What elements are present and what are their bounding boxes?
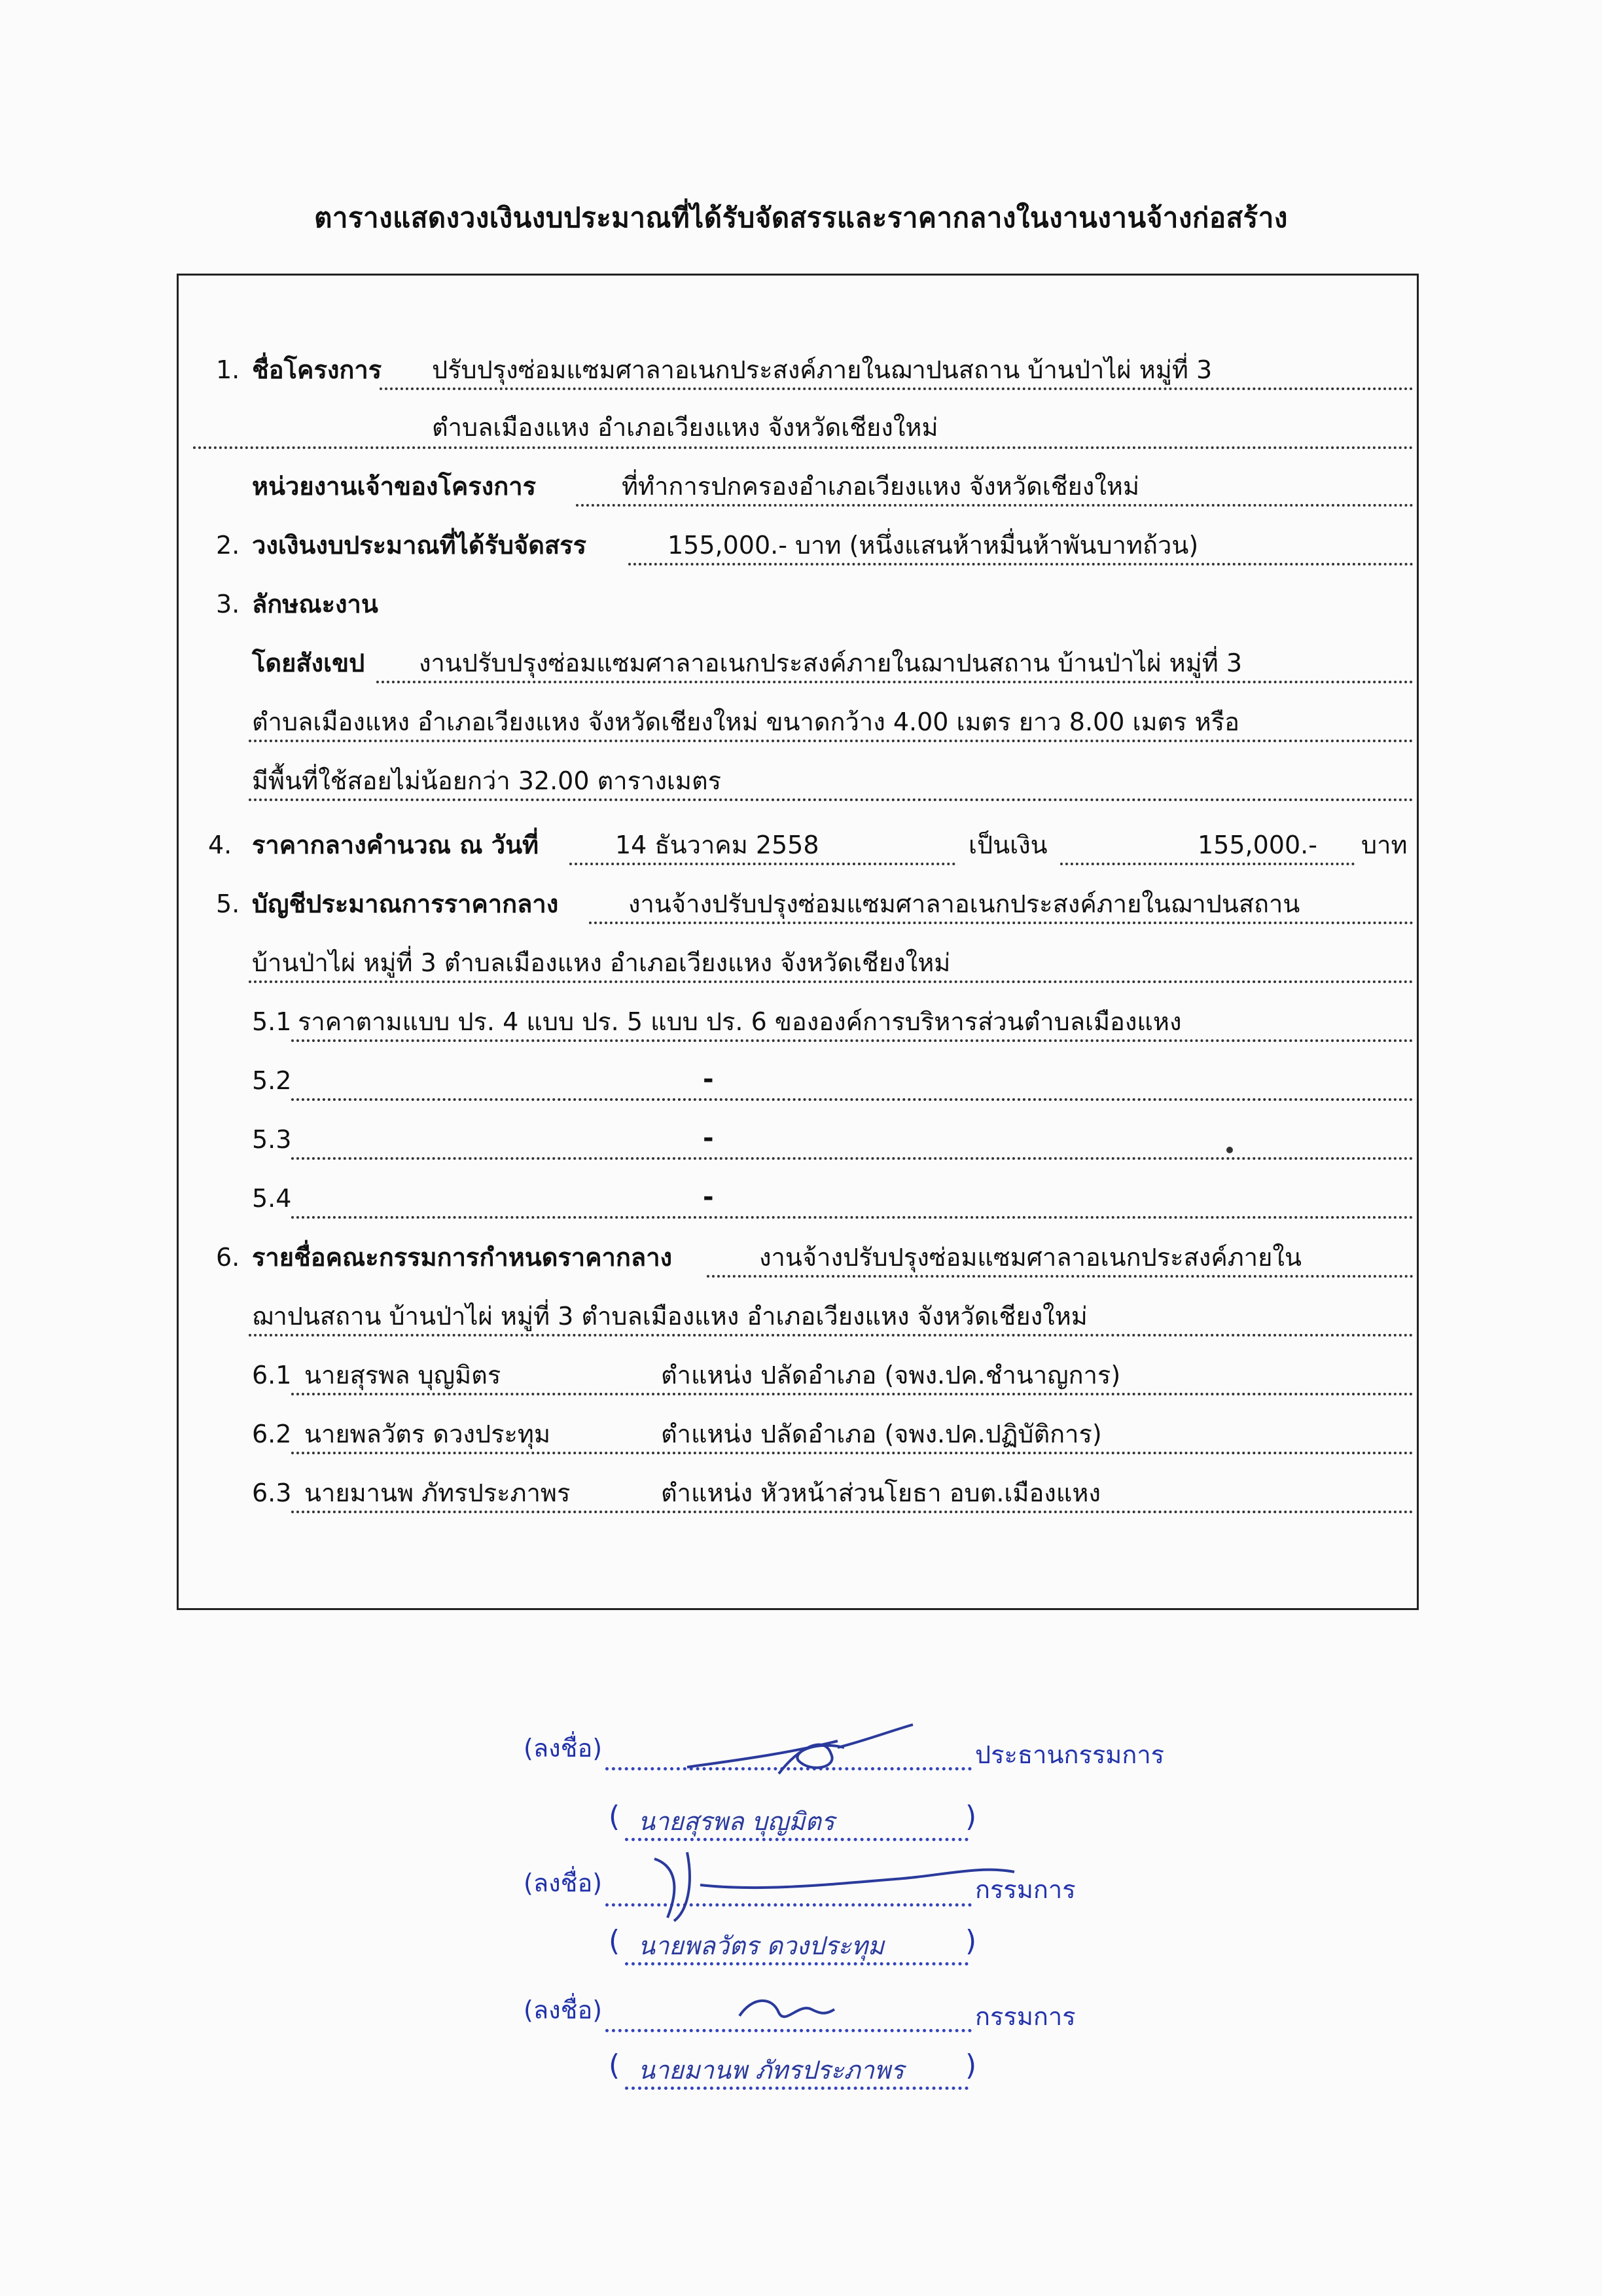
- item3-label: ลักษณะงาน: [252, 590, 378, 619]
- sig2-handwritten-name: นายพลวัตร ดวงประทุม: [638, 1931, 885, 1960]
- sig1-role: ประธานกรรมการ: [975, 1740, 1165, 1769]
- item5-line2: บ้านป่าไผ่ หมู่ที่ 3 ตำบลเมืองแหง อำเภอเวียงแหง จังหวัดเชียงใหม่: [252, 948, 951, 977]
- member-1-position: ตำแหน่ง ปลัดอำเภอ (จพง.ปค.ชำนาญการ): [661, 1361, 1121, 1390]
- member-3-name: นายมานพ ภัทรประภาพร: [304, 1479, 571, 1507]
- item4-unit: บาท: [1361, 831, 1408, 859]
- item4-number: 4.: [208, 831, 232, 859]
- item5-dotline-1: [589, 922, 1414, 924]
- item5-4-dotline: [291, 1216, 1414, 1219]
- sig2-role: กรรมการ: [975, 1875, 1076, 1904]
- item2-dotline: [628, 563, 1414, 565]
- item5-1-dotline: [291, 1039, 1414, 1042]
- item2-label: วงเงินงบประมาณที่ได้รับจัดสรร: [252, 531, 586, 560]
- item1-dotline-2: [193, 446, 1414, 449]
- item5-4-number: 5.4: [252, 1184, 292, 1213]
- item4-amount: 155,000.-: [1198, 831, 1317, 859]
- member-2-name: นายพลวัตร ดวงประทุม: [304, 1420, 551, 1448]
- item5-dotline-2: [249, 980, 1414, 983]
- ink-speck: [1226, 1147, 1233, 1153]
- sig3-role: กรรมการ: [975, 2002, 1076, 2031]
- item3-number: 3.: [216, 590, 240, 619]
- item6-label: รายชื่อคณะกรรมการกำหนดราคากลาง: [252, 1243, 673, 1272]
- member-3-position: ตำแหน่ง หัวหน้าส่วนโยธา อบต.เมืองแหง: [661, 1479, 1101, 1507]
- document-title: ตารางแสดงวงเงินงบประมาณที่ได้รับจัดสรรและราคากลางในงานงานจ้างก่อสร้าง: [314, 202, 1288, 234]
- item1-owner-value: ที่ทำการปกครองอำเภอเวียงแหง จังหวัดเชียงใหม่: [622, 472, 1140, 501]
- sig1-label: (ลงชื่อ): [524, 1734, 603, 1763]
- item6-dotline-2: [249, 1334, 1414, 1336]
- item5-1-number: 5.1: [252, 1007, 292, 1036]
- member-2-dotline: [291, 1452, 1414, 1454]
- item6-line2: ฌาปนสถาน บ้านป่าไผ่ หมู่ที่ 3 ตำบลเมืองแหง อำเภอเวียงแหง จังหวัดเชียงใหม่: [252, 1302, 1088, 1331]
- sig1-close-paren: ): [965, 1800, 977, 1833]
- item1-value-line2: ตำบลเมืองแหง อำเภอเวียงแหง จังหวัดเชียงใหม่: [432, 413, 938, 442]
- item1-number: 1.: [216, 355, 240, 384]
- item5-4-value: -: [703, 1182, 714, 1212]
- sig3-open-paren: (: [609, 2049, 620, 2082]
- member-1-name: นายสุรพล บุญมิตร: [304, 1361, 501, 1390]
- sig3-close-paren: ): [965, 2049, 977, 2082]
- item5-2-value: -: [703, 1064, 714, 1094]
- item3-dotline-2: [249, 740, 1414, 742]
- sig3-label: (ลงชื่อ): [524, 1996, 603, 2024]
- item6-dotline-1: [707, 1275, 1414, 1278]
- sig1-open-paren: (: [609, 1800, 620, 1833]
- sig1-signature-scribble: [681, 1715, 916, 1787]
- item4-dotline-date: [569, 863, 955, 865]
- member-2-number: 6.2: [252, 1420, 292, 1448]
- sig2-open-paren: (: [609, 1924, 620, 1958]
- sig2-label: (ลงชื่อ): [524, 1869, 603, 1897]
- item3-line3: มีพื้นที่ใช้สอยไม่น้อยกว่า 32.00 ตารางเมตร: [252, 766, 722, 795]
- item3-dotline-3: [249, 798, 1414, 801]
- item5-number: 5.: [216, 889, 240, 918]
- item5-1-value: ราคาตามแบบ ปร. 4 แบบ ปร. 5 แบบ ปร. 6 ขององค์การบริหารส่วนตำบลเมืองแหง: [298, 1007, 1182, 1036]
- sig3-signature-scribble: [733, 1990, 838, 2036]
- item1-owner-label: หน่วยงานเจ้าของโครงการ: [252, 472, 536, 501]
- member-2-position: ตำแหน่ง ปลัดอำเภอ (จพง.ปค.ปฏิบัติการ): [661, 1420, 1102, 1448]
- item5-label: บัญชีประมาณการราคากลาง: [252, 889, 559, 918]
- item3-line1: งานปรับปรุงซ่อมแซมศาลาอเนกประสงค์ภายในฌาปนสถาน บ้านป่าไผ่ หมู่ที่ 3: [419, 649, 1243, 677]
- item5-2-number: 5.2: [252, 1066, 292, 1095]
- item3-dotline-1: [376, 681, 1414, 683]
- item2-value: 155,000.- บาท (หนึ่งแสนห้าหมื่นห้าพันบาทถ้วน): [668, 531, 1199, 560]
- item1-dotline-3: [576, 504, 1414, 507]
- sig2-signature-scribble: [628, 1846, 1021, 1924]
- item4-date: 14 ธันวาคม 2558: [615, 831, 819, 859]
- item5-3-value: -: [703, 1123, 714, 1153]
- item3-line2: ตำบลเมืองแหง อำเภอเวียงแหง จังหวัดเชียงใหม่ ขนาดกว้าง 4.00 เมตร ยาว 8.00 เมตร หรือ: [252, 708, 1239, 736]
- item4-dotline-amount: [1060, 863, 1355, 865]
- item1-value-line1: ปรับปรุงซ่อมแซมศาลาอเนกประสงค์ภายในฌาปนสถาน บ้านป่าไผ่ หมู่ที่ 3: [432, 355, 1213, 384]
- item5-line1: งานจ้างปรับปรุงซ่อมแซมศาลาอเนกประสงค์ภายในฌาปนสถาน: [628, 889, 1300, 918]
- item2-number: 2.: [216, 531, 240, 560]
- item4-amount-label: เป็นเงิน: [969, 831, 1048, 859]
- item6-number: 6.: [216, 1243, 240, 1272]
- item3-summary-label: โดยสังเขป: [252, 649, 365, 677]
- sig2-close-paren: ): [965, 1924, 977, 1958]
- item4-label: ราคากลางคำนวณ ณ วันที่: [252, 831, 539, 859]
- item1-label: ชื่อโครงการ: [252, 355, 382, 384]
- member-1-dotline: [291, 1393, 1414, 1395]
- item6-line1: งานจ้างปรับปรุงซ่อมแซมศาลาอเนกประสงค์ภายใน: [759, 1243, 1302, 1272]
- item5-3-dotline: [291, 1157, 1414, 1160]
- item5-3-number: 5.3: [252, 1125, 292, 1154]
- item1-dotline-1: [380, 387, 1414, 390]
- item5-2-dotline: [291, 1098, 1414, 1101]
- member-3-number: 6.3: [252, 1479, 292, 1507]
- member-1-number: 6.1: [252, 1361, 292, 1390]
- member-3-dotline: [291, 1511, 1414, 1513]
- sig3-handwritten-name: นายมานพ ภัทรประภาพร: [638, 2056, 904, 2085]
- sig1-handwritten-name: นายสุรพล บุญมิตร: [638, 1807, 835, 1836]
